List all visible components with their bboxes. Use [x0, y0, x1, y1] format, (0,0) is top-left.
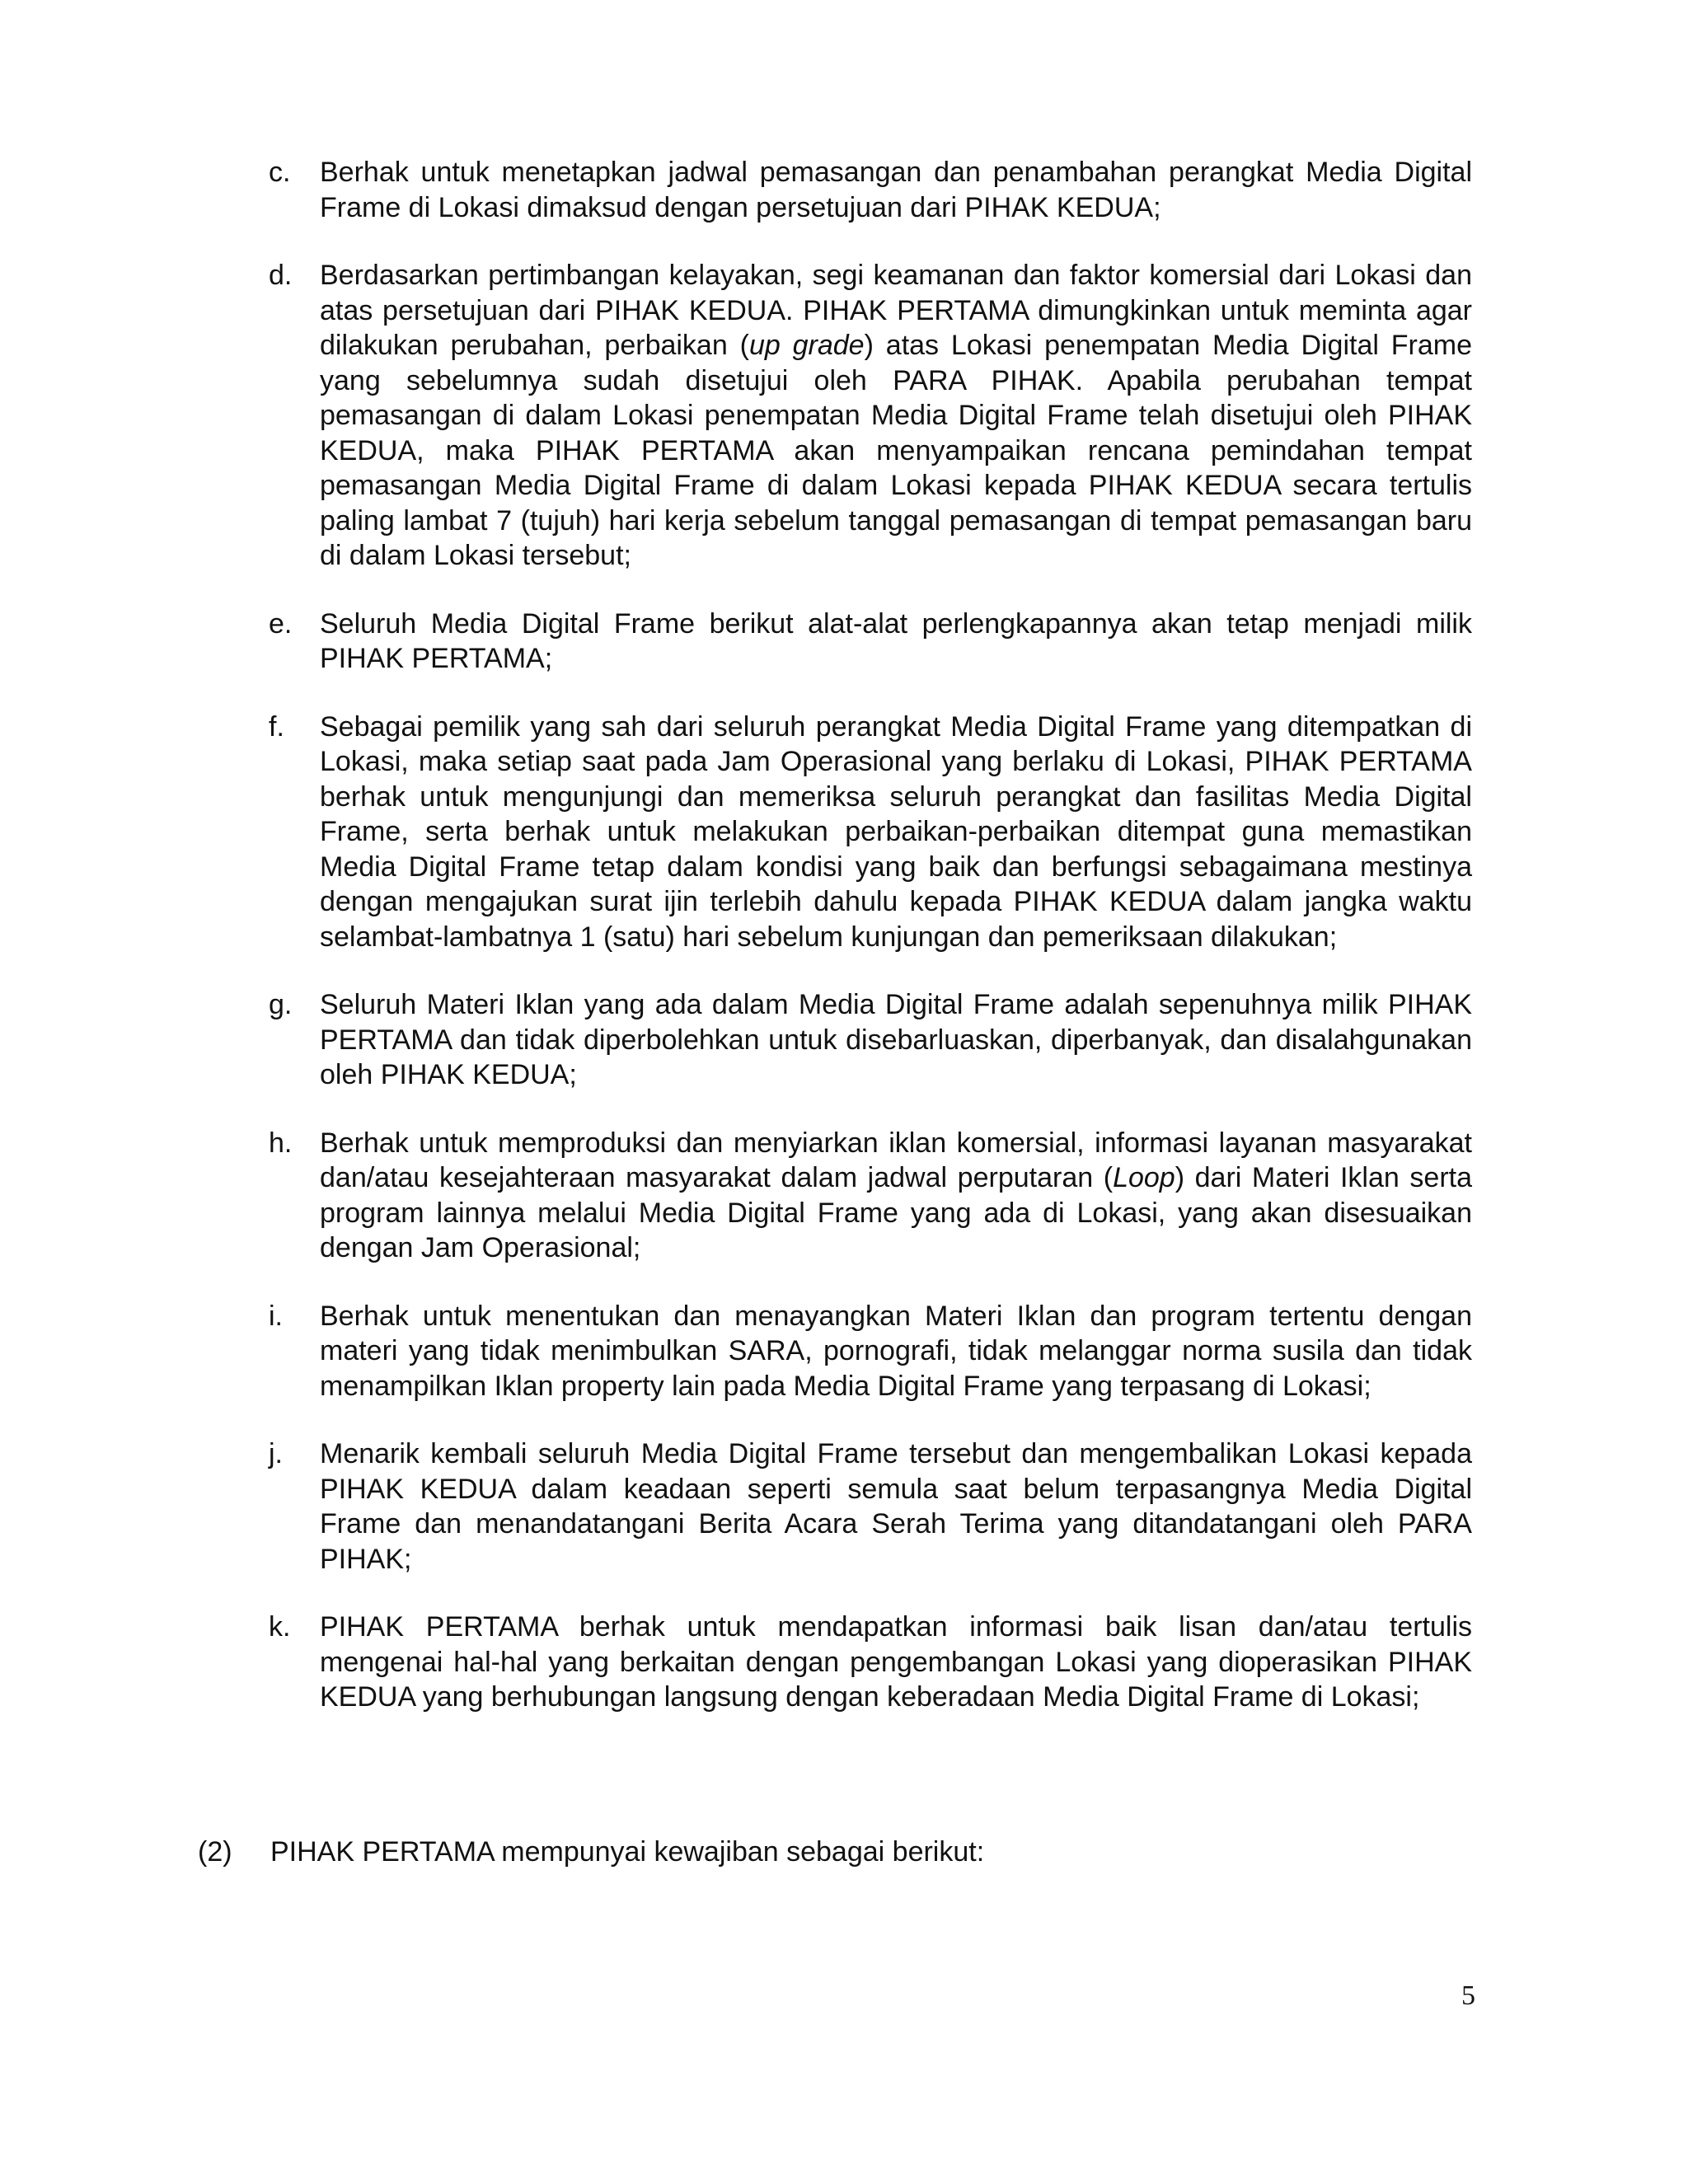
list-item-text: [320, 1126, 1472, 1266]
list-marker: i.: [269, 1300, 283, 1332]
list-item-text: Berhak untuk menetapkan jadwal pemasangan dan penambahan perangkat Media Digital Frame di Lokasi dimaksud dengan persetujuan dari PIHAK KEDUA;: [320, 157, 1472, 223]
list-item-i: [269, 1299, 1472, 1404]
list-item-text: Seluruh Materi Iklan yang ada dalam Media Digital Frame adalah sepenuhnya milik PIHAK PERTAMA dan tidak diperbolehkan untuk disebarluaskan, diperbanyak, dan disalahgunakan oleh PIHAK KEDUA;: [320, 989, 1472, 1090]
list-marker: g.: [269, 989, 293, 1020]
text-segment: Berdasarkan pertimbangan kelayakan, segi keamanan dan faktor komersial dari Lokasi dan atas persetujuan dari PIHAK KEDUA. PIHAK PERTAMA dimungkinkan untuk meminta agar dilakukan perubahan, perbaikan (: [320, 260, 1472, 361]
list-marker: k.: [269, 1611, 291, 1643]
clause-text: PIHAK PERTAMA mempunyai kewajiban sebagai berikut:: [270, 1836, 985, 1868]
list-marker: j.: [269, 1438, 283, 1469]
text-segment: ) dari Materi Iklan serta program lainnya melalui Media Digital Frame yang ada di Lokasi, yang akan disesuaikan dengan Jam Operasional;: [320, 1162, 1472, 1263]
clause-number: (2): [198, 1836, 232, 1868]
list-marker: h.: [269, 1127, 293, 1159]
text-segment: ) atas Lokasi penempatan Media Digital Frame yang sebelumnya sudah disetujui oleh PARA PIHAK. Apabila perubahan tempat pemasangan di dalam Lokasi penempatan Media Digital Frame telah disetujui oleh PIHAK KEDUA, maka PIHAK PERTAMA akan menyampaikan rencana pemindahan tempat pemasangan Media Digital Frame di dalam Lokasi kepada PIHAK KEDUA secara tertulis paling lambat 7 (tujuh) hari kerja sebelum tanggal pemasangan di tempat pemasangan baru di dalam Lokasi tersebut;: [320, 330, 1473, 571]
list-item-e: [269, 607, 1472, 677]
list-marker: c.: [269, 157, 291, 188]
list-item-g: [269, 987, 1472, 1093]
list-marker: d.: [269, 260, 293, 291]
list-marker: e.: [269, 607, 293, 640]
clause-2: [198, 1835, 1467, 1870]
list-item-d: [269, 258, 1472, 574]
italic-term: Loop: [1113, 1162, 1175, 1193]
rights-list: [269, 155, 1472, 1748]
list-item-text: Berhak untuk menentukan dan menayangkan Materi Iklan dan program tertentu dengan materi yang tidak menimbulkan SARA, pornografi, tidak melanggar norma susila dan tidak menampilkan Iklan property lain pada Media Digital Frame yang terpasang di Lokasi;: [320, 1300, 1472, 1402]
list-item-text: Sebagai pemilik yang sah dari seluruh perangkat Media Digital Frame yang ditempatkan di Lokasi, maka setiap saat pada Jam Operasional yang berlaku di Lokasi, PIHAK PERTAMA berhak untuk mengunjungi dan memeriksa seluruh perangkat dan fasilitas Media Digital Frame, serta berhak untuk melakukan perbaikan-perbaikan ditempat guna memastikan Media Digital Frame tetap dalam kondisi yang baik dan berfungsi sebagaimana mestinya dengan mengajukan surat ijin terlebih dahulu kepada PIHAK KEDUA dalam jangka waktu selambat-lambatnya 1 (satu) hari sebelum kunjungan dan pemeriksaan dilakukan;: [320, 710, 1472, 953]
list-item-k: [269, 1610, 1472, 1715]
list-item-text: Menarik kembali seluruh Media Digital Frame tersebut dan mengembalikan Lokasi kepada PIHAK KEDUA dalam keadaan seperti semula saat belum terpasangnya Media Digital Frame dan menandatangani Berita Acara Serah Terima yang ditandatangani oleh PARA PIHAK;: [320, 1438, 1472, 1575]
list-item-j: [269, 1436, 1472, 1577]
text-segment: Berhak untuk memproduksi dan menyiarkan iklan komersial, informasi layanan masyarakat dan/atau kesejahteraan masyarakat dalam jadwal perputaran (: [320, 1127, 1472, 1193]
list-item-text: Seluruh Media Digital Frame berikut alat-alat perlengkapannya akan tetap menjadi milik PIHAK PERTAMA;: [320, 607, 1472, 674]
list-item-f: [269, 710, 1472, 955]
page-number: 5: [1461, 1980, 1475, 2011]
list-item-text: [320, 258, 1472, 574]
list-item-h: [269, 1126, 1472, 1266]
list-marker: f.: [269, 710, 284, 743]
italic-term: up grade: [748, 330, 865, 361]
list-item-c: [269, 155, 1472, 225]
list-item-text: PIHAK PERTAMA berhak untuk mendapatkan informasi baik lisan dan/atau tertulis mengenai hal-hal yang berkaitan dengan pengembangan Lokasi yang dioperasikan PIHAK KEDUA yang berhubungan langsung dengan keberadaan Media Digital Frame di Lokasi;: [320, 1611, 1472, 1713]
